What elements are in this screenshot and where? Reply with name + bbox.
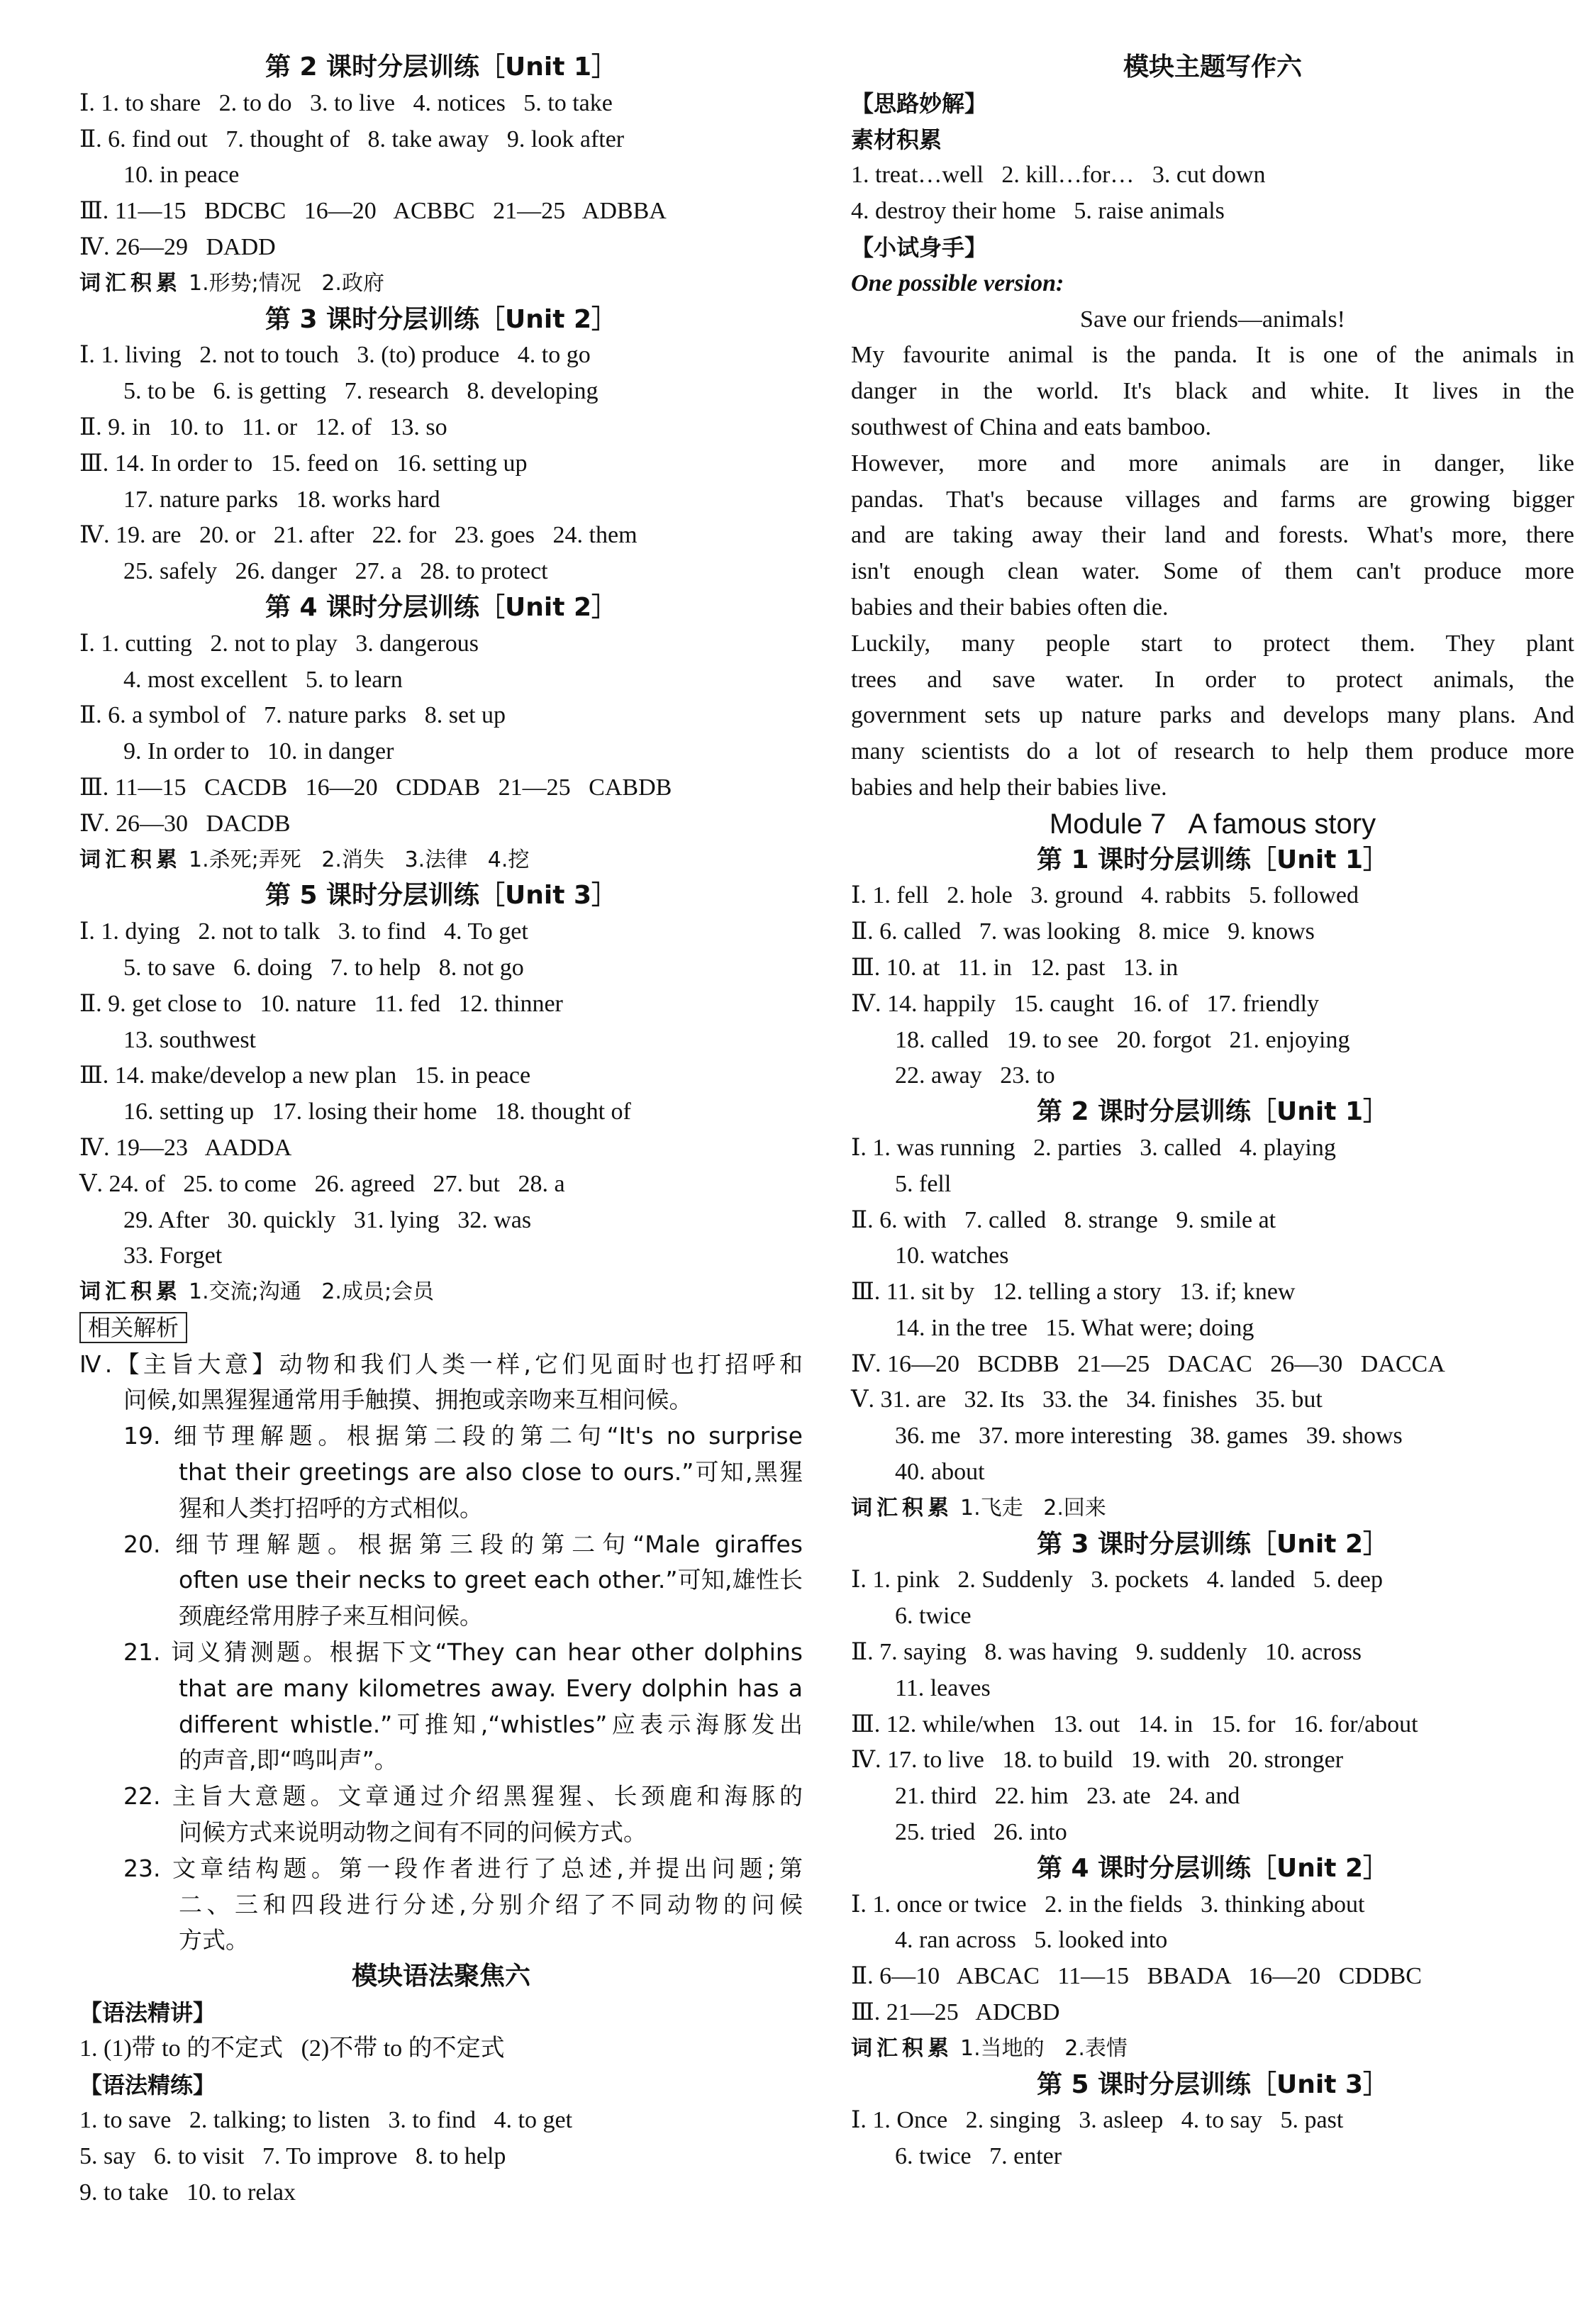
answer-line: Ⅲ. 11. sit by 12. telling a story 13. if; knew <box>851 1279 1296 1306</box>
answer-line-continued: 6. twice 7. enter <box>895 2143 1062 2170</box>
answer-line-continued: 5. fell <box>895 1170 952 1197</box>
section-tag: 【语法精讲】 <box>79 1999 216 2027</box>
answer-line: Ⅴ. 24. of 25. to come 26. agreed 27. but 28. a <box>79 1170 565 1197</box>
answer-line: 5. say 6. to visit 7. To improve 8. to help <box>79 2143 506 2170</box>
answer-line: Ⅱ. 6—10 ABCAC 11—15 BBADA 16—20 CDDBC <box>851 1963 1422 1990</box>
vocabulary-text: 1.杀死;弄死 2.消失 3.法律 4.挖 <box>189 847 530 872</box>
explanation-line: Ⅳ.【主旨大意】动物和我们人类一样,它们见面时也打招呼和 <box>79 1350 803 1378</box>
version-label: One possible version: <box>851 269 1064 296</box>
answer-line-continued: 4. ran across 5. looked into <box>895 1927 1168 1954</box>
answer-line: Ⅰ. 1. fell 2. hole 3. ground 4. rabbits 5. followed <box>851 882 1359 909</box>
answer-line: Ⅰ. 1. was running 2. parties 3. called 4. playing <box>851 1134 1336 1161</box>
vocabulary-note <box>851 1491 1574 1527</box>
explanation-line: 方式。 <box>179 1926 249 1955</box>
explanation-line: 22. 主旨大意题。文章通过介绍黑猩猩、长颈鹿和海豚的 <box>123 1782 803 1811</box>
answer-line-continued: 40. about <box>895 1459 985 1486</box>
answer-line: Ⅰ. 1. dying 2. not to talk 3. to find 4. To get <box>79 918 528 945</box>
vocabulary-note <box>851 2031 1574 2067</box>
answer-line-continued: 10. watches <box>895 1242 1009 1269</box>
answer-line: Ⅳ. 19. are 20. or 21. after 22. for 23. goes 24. them <box>79 522 638 549</box>
answer-line-continued: 10. in peace <box>123 162 240 189</box>
right-column <box>851 50 1574 2175</box>
essay-line: Luckily, many people start to protect them. They plant <box>851 630 1574 657</box>
essay-line: danger in the world. It's black and white. It lives in the <box>851 378 1574 405</box>
answer-line: 9. to take 10. to relax <box>79 2179 296 2206</box>
answer-line: Ⅱ. 7. saying 8. was having 9. suddenly 10. across <box>851 1639 1362 1666</box>
section-tag: 【语法精练】 <box>79 2071 216 2098</box>
answer-line: Ⅲ. 14. make/develop a new plan 15. in peace <box>79 1062 531 1089</box>
answer-line-continued: 5. to be 6. is getting 7. research 8. developing <box>123 378 599 405</box>
answer-line: Ⅲ. 12. while/when 13. out 14. in 15. for 16. for/about <box>851 1711 1418 1738</box>
section-heading: 第 5 课时分层训练［Unit 3］ <box>1036 2069 1389 2099</box>
answer-line: Ⅳ. 16—20 BCDBB 21—25 DACAC 26—30 DACCA <box>851 1350 1445 1377</box>
section-heading: 第 5 课时分层训练［Unit 3］ <box>265 881 618 911</box>
answer-line: Ⅰ. 1. to share 2. to do 3. to live 4. notices 5. to take <box>79 89 613 116</box>
explanation-line: that are many kilometres away. Every dolphin has a <box>179 1674 803 1702</box>
answer-line: Ⅲ. 11—15 BDCBC 16—20 ACBBC 21—25 ADBBA <box>79 198 667 225</box>
vocabulary-note <box>79 843 803 879</box>
answer-line-continued: 21. third 22. him 23. ate 24. and <box>895 1783 1240 1810</box>
explanation-box-row <box>79 1311 803 1347</box>
answer-line: Ⅲ. 14. In order to 15. feed on 16. setting up <box>79 450 528 477</box>
answer-line-continued: 9. In order to 10. in danger <box>123 738 394 765</box>
answer-line-continued: 25. tried 26. into <box>895 1819 1067 1846</box>
explanation-line: 问候,如黑猩猩通常用手触摸、拥抱或亲吻来互相问候。 <box>123 1386 693 1414</box>
answer-line-continued: 13. southwest <box>123 1026 256 1053</box>
explanation-line: 23. 文章结构题。第一段作者进行了总述,并提出问题;第 <box>123 1854 803 1882</box>
essay-line: and are taking away their land and forests. What's more, there <box>851 522 1574 549</box>
answer-line: Ⅳ. 17. to live 18. to build 19. with 20. stronger <box>851 1747 1344 1774</box>
section-heading: 模块语法聚焦六 <box>351 1962 530 1991</box>
answer-line: Ⅱ. 6. with 7. called 8. strange 9. smile at <box>851 1206 1276 1233</box>
answer-line-continued: 33. Forget <box>123 1242 223 1269</box>
essay-title: Save our friends—animals! <box>1080 306 1345 333</box>
module-heading: Module 7 A famous story <box>1049 808 1376 840</box>
answer-line: Ⅳ. 26—29 DADD <box>79 233 276 260</box>
explanation-line: 颈鹿经常用脖子来互相问候。 <box>179 1602 483 1630</box>
vocabulary-note <box>79 1274 803 1311</box>
answer-line: 1. (1)带 to 的不定式 (2)不带 to 的不定式 <box>79 2035 505 2062</box>
vocabulary-text: 1.当地的 2.表情 <box>960 2035 1128 2061</box>
answer-line: Ⅱ. 6. find out 7. thought of 8. take away 9. look after <box>79 126 625 152</box>
section-heading: 第 3 课时分层训练［Unit 2］ <box>265 304 618 334</box>
section-heading: 第 4 课时分层训练［Unit 2］ <box>1036 1853 1389 1883</box>
answer-line: Ⅱ. 9. in 10. to 11. or 12. of 13. so <box>79 413 447 440</box>
vocabulary-text: 1.交流;沟通 2.成员;会员 <box>189 1279 435 1305</box>
section-heading: 第 2 课时分层训练［Unit 1］ <box>1036 1097 1389 1127</box>
explanation-box-label: 相关解析 <box>79 1312 187 1343</box>
answer-line: Ⅳ. 26—30 DACDB <box>79 810 291 837</box>
section-heading: 第 2 课时分层训练［Unit 1］ <box>265 52 618 82</box>
answer-line: Ⅱ. 9. get close to 10. nature 11. fed 12. thinner <box>79 990 563 1017</box>
explanation-line: 的声音,即“鸣叫声”。 <box>179 1746 398 1774</box>
essay-line: However, more and more animals are in danger, like <box>851 450 1574 477</box>
vocabulary-label: 词汇积累 <box>79 270 182 296</box>
vocabulary-label: 词汇积累 <box>851 1495 953 1520</box>
section-tag: 【思路妙解】 <box>851 89 988 117</box>
answer-line: Ⅴ. 31. are 32. Its 33. the 34. finishes 35. but <box>851 1386 1323 1413</box>
essay-line: government sets up nature parks and develops many plans. And <box>851 702 1574 729</box>
essay-line: babies and help their babies live. <box>851 774 1167 801</box>
section-heading: 第 3 课时分层训练［Unit 2］ <box>1036 1529 1389 1559</box>
answer-line-continued: 36. me 37. more interesting 38. games 39. shows <box>895 1423 1403 1450</box>
vocabulary-note <box>79 266 803 302</box>
answer-line: 1. treat…well 2. kill…for… 3. cut down <box>851 162 1266 189</box>
answer-line: Ⅰ. 1. pink 2. Suddenly 3. pockets 4. landed 5. deep <box>851 1567 1383 1594</box>
answer-line: Ⅰ. 1. Once 2. singing 3. asleep 4. to say 5. past <box>851 2107 1344 2134</box>
answer-line-continued: 18. called 19. to see 20. forgot 21. enjoying <box>895 1026 1350 1053</box>
explanation-line: 二、三和四段进行分述,分别介绍了不同动物的问候 <box>179 1890 803 1918</box>
answer-line-continued: 29. After 30. quickly 31. lying 32. was <box>123 1206 532 1233</box>
essay-line: many scientists do a lot of research to help them produce more <box>851 738 1574 765</box>
section-tag: 素材积累 <box>851 126 942 153</box>
answer-line-continued: 25. safely 26. danger 27. a 28. to protect <box>123 558 548 585</box>
answer-line-continued: 17. nature parks 18. works hard <box>123 486 440 513</box>
explanation-line: 20. 细节理解题。根据第三段的第二句“Male giraffes <box>123 1530 803 1558</box>
explanation-line: different whistle.”可推知,“whistles”应表示海豚发出 <box>179 1710 803 1738</box>
answer-line: Ⅰ. 1. living 2. not to touch 3. (to) produce 4. to go <box>79 342 591 369</box>
answer-line-continued: 16. setting up 17. losing their home 18. thought of <box>123 1099 631 1125</box>
section-tag: 【小试身手】 <box>851 233 988 261</box>
answer-line: Ⅱ. 6. a symbol of 7. nature parks 8. set up <box>79 702 506 729</box>
essay-line: babies and their babies often die. <box>851 594 1169 621</box>
explanation-line: often use their necks to greet each other.”可知,雄性长 <box>179 1566 803 1594</box>
answer-line: Ⅳ. 19—23 AADDA <box>79 1134 292 1161</box>
vocabulary-label: 词汇积累 <box>79 1279 182 1305</box>
left-column <box>79 50 803 2211</box>
vocabulary-label: 词汇积累 <box>79 847 182 872</box>
answer-line: Ⅲ. 11—15 CACDB 16—20 CDDAB 21—25 CABDB <box>79 774 672 801</box>
answer-line: Ⅱ. 6. called 7. was looking 8. mice 9. knows <box>851 918 1315 945</box>
answer-line: Ⅰ. 1. cutting 2. not to play 3. dangerous <box>79 630 479 657</box>
vocabulary-text: 1.飞走 2.回来 <box>960 1495 1106 1520</box>
answer-line-continued: 4. most excellent 5. to learn <box>123 666 403 693</box>
answer-line: Ⅰ. 1. once or twice 2. in the fields 3. thinking about <box>851 1891 1365 1918</box>
vocabulary-text: 1.形势;情况 2.政府 <box>189 270 384 296</box>
answer-line-continued: 14. in the tree 15. What were; doing <box>895 1314 1254 1341</box>
answer-line-continued: 22. away 23. to <box>895 1062 1055 1089</box>
section-heading: 第 4 课时分层训练［Unit 2］ <box>265 592 618 622</box>
answer-line-continued: 6. twice <box>895 1603 972 1630</box>
essay-line: trees and save water. In order to protect animals, the <box>851 666 1574 693</box>
vocabulary-label: 词汇积累 <box>851 2035 953 2061</box>
answer-line-continued: 11. leaves <box>895 1674 991 1701</box>
explanation-line: that their greetings are also close to ours.”可知,黑猩 <box>179 1458 803 1486</box>
answer-line-continued: 5. to save 6. doing 7. to help 8. not go <box>123 954 524 981</box>
essay-line: pandas. That's because villages and farms are growing bigger <box>851 486 1574 513</box>
essay-line: isn't enough clean water. Some of them can't produce more <box>851 558 1574 585</box>
explanation-line: 19. 细节理解题。根据第二段的第二句“It's no surprise <box>123 1422 803 1450</box>
section-heading: 模块主题写作六 <box>1123 52 1302 82</box>
answer-line: Ⅲ. 21—25 ADCBD <box>851 1999 1060 2026</box>
answer-line: Ⅳ. 14. happily 15. caught 16. of 17. friendly <box>851 990 1320 1017</box>
answer-line: 4. destroy their home 5. raise animals <box>851 198 1225 225</box>
answer-line: 1. to save 2. talking; to listen 3. to find 4. to get <box>79 2107 573 2134</box>
answer-line: Ⅲ. 10. at 11. in 12. past 13. in <box>851 954 1179 981</box>
essay-line: My favourite animal is the panda. It is one of the animals in <box>851 342 1574 369</box>
explanation-line: 猩和人类打招呼的方式相似。 <box>179 1494 483 1522</box>
essay-line: southwest of China and eats bamboo. <box>851 413 1212 440</box>
section-heading: 第 1 课时分层训练［Unit 1］ <box>1036 845 1389 874</box>
explanation-line: 问候方式来说明动物之间有不同的问候方式。 <box>179 1818 647 1847</box>
explanation-line: 21. 词义猜测题。根据下文“They can hear other dolphins <box>123 1638 803 1667</box>
